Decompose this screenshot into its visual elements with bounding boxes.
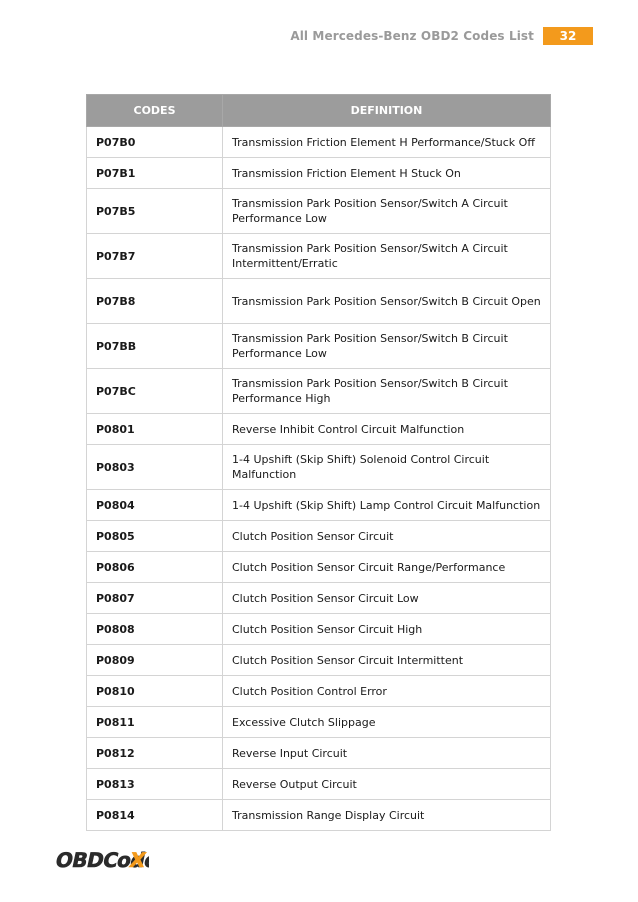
code-cell: P0813 <box>87 769 223 800</box>
page-number-badge: 32 <box>543 27 593 45</box>
definition-cell: 1-4 Upshift (Skip Shift) Lamp Control Circuit Malfunction <box>223 490 551 521</box>
code-cell: P0812 <box>87 738 223 769</box>
code-cell: P07B0 <box>87 127 223 158</box>
definition-cell: Transmission Park Position Sensor/Switch B Circuit Performance Low <box>223 324 551 369</box>
table-row <box>87 614 551 645</box>
table-row <box>87 234 551 279</box>
definition-cell: Reverse Output Circuit <box>223 769 551 800</box>
table-row <box>87 769 551 800</box>
column-header-definition: DEFINITION <box>223 95 551 127</box>
definition-cell: Transmission Park Position Sensor/Switch A Circuit Performance Low <box>223 189 551 234</box>
definition-cell: Transmission Friction Element H Performance/Stuck Off <box>223 127 551 158</box>
code-cell: P07BB <box>87 324 223 369</box>
table-row <box>87 552 551 583</box>
table-row <box>87 445 551 490</box>
definition-cell: Reverse Input Circuit <box>223 738 551 769</box>
definition-cell: Clutch Position Sensor Circuit Range/Performance <box>223 552 551 583</box>
table-row <box>87 490 551 521</box>
code-cell: P0814 <box>87 800 223 831</box>
code-cell: P0803 <box>87 445 223 490</box>
document-title: All Mercedes-Benz OBD2 Codes List <box>290 29 534 43</box>
code-cell: P0801 <box>87 414 223 445</box>
code-cell: P07B8 <box>87 279 223 324</box>
table-row <box>87 324 551 369</box>
code-cell: P07B1 <box>87 158 223 189</box>
code-cell: P07B5 <box>87 189 223 234</box>
definition-cell: Excessive Clutch Slippage <box>223 707 551 738</box>
code-cell: P07B7 <box>87 234 223 279</box>
definition-cell: Transmission Park Position Sensor/Switch B Circuit Open <box>223 279 551 324</box>
definition-cell: Clutch Position Sensor Circuit Low <box>223 583 551 614</box>
definition-cell: Clutch Position Sensor Circuit Intermittent <box>223 645 551 676</box>
table-row <box>87 645 551 676</box>
table-row <box>87 127 551 158</box>
code-cell: P0810 <box>87 676 223 707</box>
code-cell: P0804 <box>87 490 223 521</box>
table-row <box>87 414 551 445</box>
obdcodex-logo <box>53 846 149 876</box>
table-row <box>87 738 551 769</box>
definition-cell: Transmission Park Position Sensor/Switch A Circuit Intermittent/Erratic <box>223 234 551 279</box>
svg-text:X: X <box>127 848 148 872</box>
table-row <box>87 800 551 831</box>
definition-cell: Clutch Position Sensor Circuit High <box>223 614 551 645</box>
code-cell: P0808 <box>87 614 223 645</box>
code-cell: P0811 <box>87 707 223 738</box>
table-header-row <box>87 95 551 127</box>
svg-text:OBDCode: OBDCode <box>53 848 149 872</box>
table-row <box>87 583 551 614</box>
definition-cell: Clutch Position Sensor Circuit <box>223 521 551 552</box>
definition-cell: Transmission Range Display Circuit <box>223 800 551 831</box>
code-cell: P0807 <box>87 583 223 614</box>
definition-cell: Clutch Position Control Error <box>223 676 551 707</box>
definition-cell: 1-4 Upshift (Skip Shift) Solenoid Control Circuit Malfunction <box>223 445 551 490</box>
code-cell: P07BC <box>87 369 223 414</box>
code-cell: P0806 <box>87 552 223 583</box>
table-row <box>87 369 551 414</box>
table-row <box>87 707 551 738</box>
table-row <box>87 279 551 324</box>
table-row <box>87 189 551 234</box>
code-cell: P0805 <box>87 521 223 552</box>
table-row <box>87 521 551 552</box>
table-row <box>87 676 551 707</box>
definition-cell: Transmission Park Position Sensor/Switch B Circuit Performance High <box>223 369 551 414</box>
table-row <box>87 158 551 189</box>
codes-table <box>86 94 551 831</box>
definition-cell: Reverse Inhibit Control Circuit Malfunction <box>223 414 551 445</box>
code-cell: P0809 <box>87 645 223 676</box>
column-header-codes: CODES <box>87 95 223 127</box>
page-header <box>290 27 593 45</box>
obdcodex-logo-graphic <box>53 846 149 872</box>
definition-cell: Transmission Friction Element H Stuck On <box>223 158 551 189</box>
